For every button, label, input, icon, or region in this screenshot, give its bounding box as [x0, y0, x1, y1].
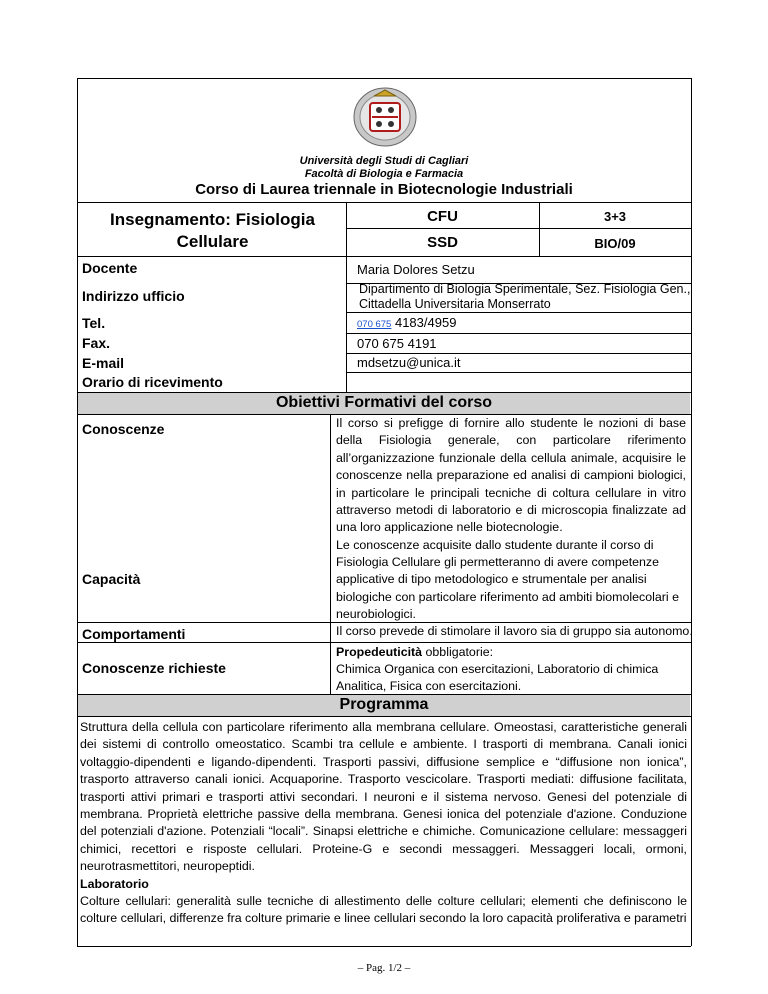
programma-text: Struttura della cellula con particolare riferimento alla membrana cellulare. Omeostasi, caratteristiche generali dei sistemi di controllo omeostatico. Scambi tra cellule e ambiente. I trasporti di membrana. Canali ionici voltaggio-dipendenti e ligando-dipendenti. Trasporti passivi, diffusione semplice e “diffusione non ionica”, trasporto attraverso canali ionici. Acquaporine. Trasporto vescicolare. Trasporti mediati: diffusione facilitata, trasporti attivi primari e trasporti attivi secondari. I neuroni e il sistema nervoso. Genesi del potenziale di membrana. Proprietà elettriche passive della membrana. Genesi ionica del potenziale d'azione. Conduzione del potenziali d'azione. Potenziali “locali”. Sinapsi elettriche e chimiche. Comunicazione cellulare: messaggeri chimici, recettori e risposte cellulari. Proteine-G e secondi messaggeri. Messaggeri locali, ormoni, neurotrasmettitori, neuropeptidi. — [80, 720, 687, 874]
laboratorio-text: Colture cellulari: generalità sulle tecniche di allestimento delle colture cellulari; elementi che definiscono le colture cellulari, differenze fra colture primarie e linee cellulari secondo la loro capacità proliferativa e parametri — [80, 894, 687, 926]
tel-value — [357, 315, 456, 330]
obiettivi-heading: Obiettivi Formativi del corso — [275, 394, 493, 411]
propedeuticita-line — [336, 644, 658, 661]
university-seal-logo — [352, 86, 418, 148]
laboratorio-label: Laboratorio — [80, 876, 149, 891]
orario-label: Orario di ricevimento — [82, 374, 223, 390]
capacita-line: applicative di tipo metodologico e strumentale per analisi — [336, 572, 647, 587]
capacita-line: Le conoscenze acquisite dallo studente durante il corso di — [336, 538, 654, 552]
comportamenti-text: Il corso prevede di stimolare il lavoro sia di gruppo sia autonomo. — [336, 624, 693, 638]
capacita-text — [336, 537, 679, 623]
ssd-value: BIO/09 — [594, 236, 636, 251]
degree-title: Corso di Laurea triennale in Biotecnologie Industriali — [195, 181, 573, 198]
conoscenze-richieste-label: Conoscenze richieste — [82, 660, 226, 676]
conoscenze-label: Conoscenze — [82, 421, 165, 437]
tel-number: 4183/4959 — [394, 315, 457, 330]
comportamenti-label: Comportamenti — [82, 626, 186, 642]
course-title-line1: Insegnamento: Fisiologia — [110, 210, 315, 229]
cfu-value: 3+3 — [603, 209, 627, 224]
capacita-label: Capacità — [82, 571, 141, 587]
docente-label: Docente — [82, 260, 138, 276]
richieste-line: Chimica Organica con esercitazioni, Laboratorio di chimica — [336, 661, 659, 676]
tel-label: Tel. — [82, 315, 106, 331]
email-label: E-mail — [82, 355, 125, 371]
faculty-name: Facoltà di Biologia e Farmacia — [304, 168, 464, 180]
capacita-line: biologiche con particolare riferimento ad ambiti biomolecolari e — [336, 589, 679, 604]
course-title-line2: Cellulare — [176, 232, 249, 251]
fax-value: 070 675 4191 — [357, 336, 437, 351]
docente-value: Maria Dolores Setzu — [357, 262, 475, 277]
propedeuticita-rest: obbligatorie: — [422, 645, 494, 659]
indirizzo-line1: Dipartimento di Biologia Sperimentale, Sez. Fisiologia Gen., — [359, 282, 691, 296]
capacita-line: Fisiologia Cellulare gli permetteranno di avere competenze — [336, 555, 660, 570]
propedeuticita-bold: Propedeuticità — [336, 645, 423, 659]
tel-prefix-link[interactable]: 070 675 — [357, 319, 392, 330]
cfu-label: CFU — [427, 208, 458, 225]
programma-body — [80, 719, 687, 928]
programma-heading: Programma — [339, 696, 429, 713]
conoscenze-text: Il corso si prefigge di fornire allo studente le nozioni di base della Fisiologia generale, con particolare riferimento all’organizzazione funzionale della cellula animale, acquisire le conoscenze nella preparazione ed analisi di campioni biologici, in particolare le principali tecniche di coltura cellulare in vitro attraverso metodi di laboratorio e di microscopia finalizzate ad una loro applicazione nelle biotecnologie. — [336, 416, 686, 535]
university-name: Università degli Studi di Cagliari — [299, 155, 469, 167]
fax-label: Fax. — [82, 335, 111, 351]
indirizzo-line2: Cittadella Universitaria Monserrato — [359, 297, 551, 311]
indirizzo-label: Indirizzo ufficio — [82, 288, 185, 304]
page-number: – Pag. 1/2 – — [357, 962, 411, 974]
conoscenze-richieste-text — [336, 644, 658, 694]
email-value[interactable]: mdsetzu@unica.it — [357, 355, 461, 370]
capacita-line: neurobiologici. — [336, 606, 416, 621]
ssd-label: SSD — [427, 234, 458, 251]
richieste-line: Analitica, Fisica con esercitazioni. — [336, 678, 522, 693]
